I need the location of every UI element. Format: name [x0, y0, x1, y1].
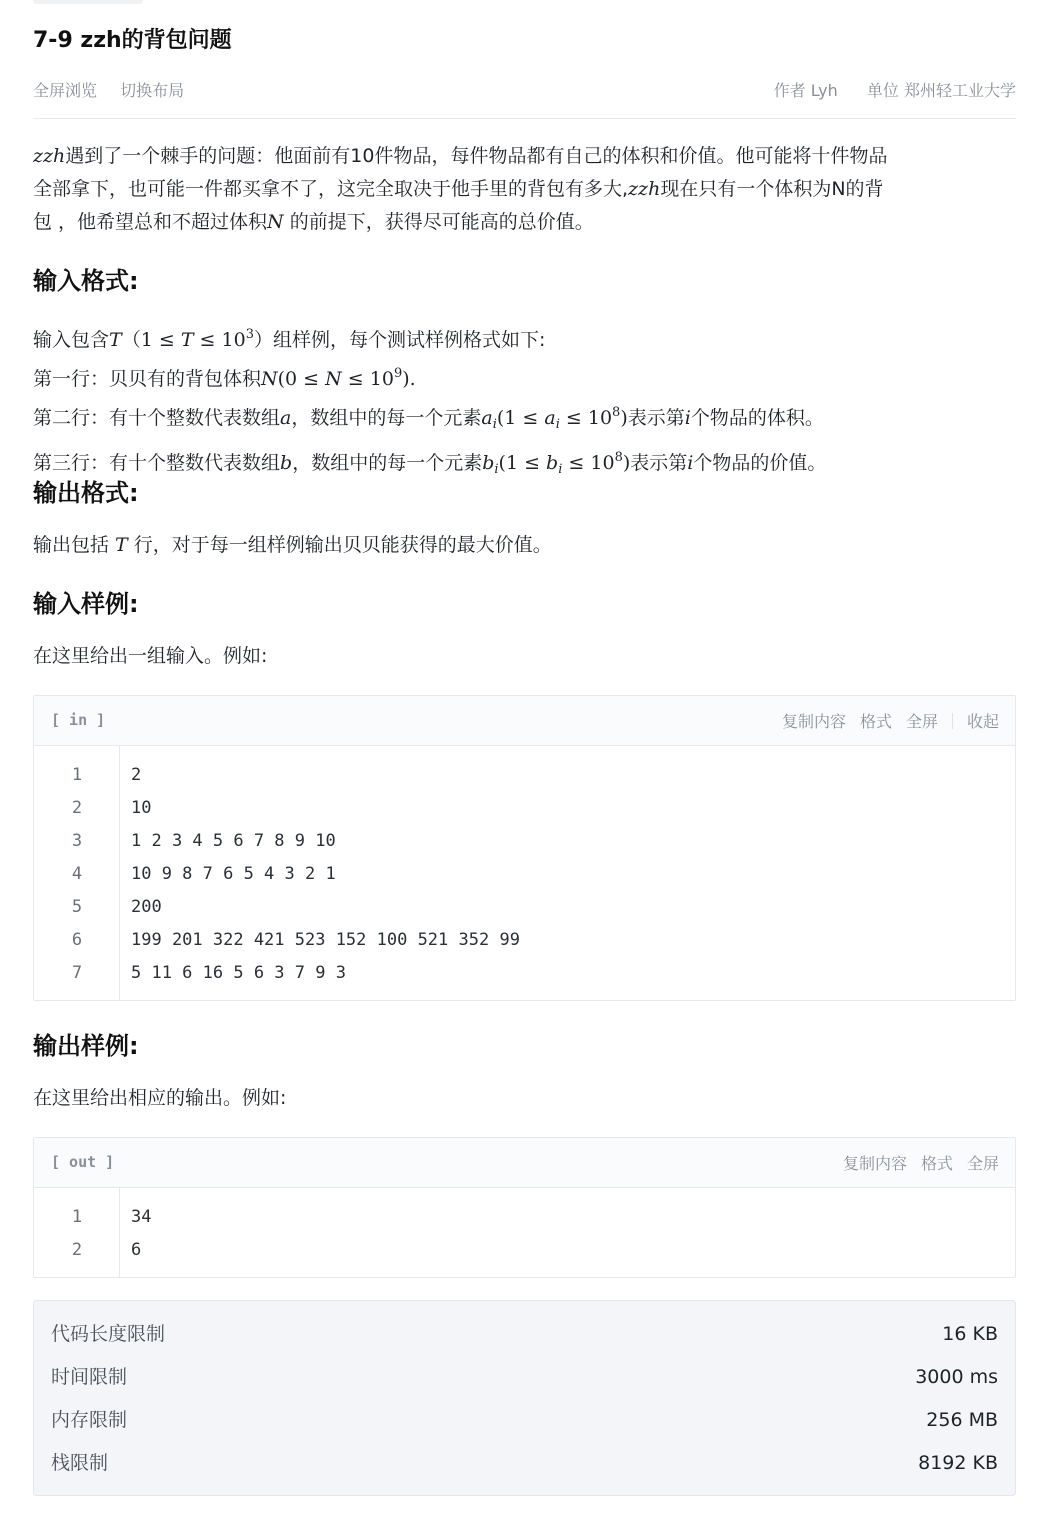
code-line	[34, 792, 1015, 825]
if4-var-i: i	[687, 452, 694, 474]
if4-expr: (1 ≤	[498, 452, 547, 474]
var-N: N	[267, 211, 284, 233]
of-text-b: 行，对于每一组样例输出贝贝能获得的最大价值。	[127, 534, 552, 556]
if2-text-a: 第一行：贝贝有的背包体积	[33, 368, 262, 390]
code-actions	[829, 1151, 999, 1174]
sample-input-code-header	[34, 696, 1015, 746]
format-button[interactable]: 格式	[859, 712, 892, 731]
switch-layout-link[interactable]: 切换布局	[120, 81, 185, 100]
if3-sub-i: i	[492, 417, 497, 432]
line-number: 7	[71, 963, 83, 983]
sample-output-code-block	[33, 1137, 1016, 1278]
code-line	[34, 759, 1015, 792]
if3-expr-sub: i	[555, 417, 560, 432]
limit-row-stack	[34, 1442, 1015, 1485]
line-text: 2	[131, 765, 142, 785]
if1-var-T: T	[109, 329, 122, 351]
limit-row-code-length	[34, 1313, 1015, 1356]
view-actions	[33, 78, 202, 104]
line-text: 199 201 322 421 523 152 100 521 352 99	[131, 930, 520, 950]
if3-text-a: 第二行：有十个整数代表数组	[33, 407, 281, 429]
line-text: 6	[131, 1240, 142, 1260]
problem-info	[750, 78, 1016, 104]
sample-output-code-body[interactable]	[34, 1188, 1015, 1277]
fullscreen-view-link[interactable]: 全屏浏览	[33, 81, 98, 100]
line-text: 34	[131, 1207, 152, 1227]
sample-output-intro-text: 在这里给出相应的输出。例如:	[33, 1087, 287, 1109]
if4-text-c: 表示第	[630, 452, 688, 474]
sample-output-heading: 输出样例:	[33, 1032, 139, 1060]
author-label: 作者	[773, 81, 806, 100]
code-tag-in: [ in ]	[51, 711, 106, 729]
input-format-line-2	[33, 357, 826, 396]
description-text-2b: 现在只有一个体积为N的背	[660, 178, 884, 200]
author-info	[774, 81, 843, 100]
code-line	[34, 858, 1015, 891]
sample-input-intro-text: 在这里给出一组输入。例如:	[33, 645, 268, 667]
output-format-heading: 输出格式:	[33, 479, 139, 507]
problem-meta-bar	[33, 78, 1016, 104]
code-line	[34, 1201, 1015, 1234]
problem-description	[33, 140, 887, 239]
if4-expr-b: b	[546, 452, 559, 474]
copy-content-button[interactable]: 复制内容	[842, 1154, 907, 1173]
unit-info	[867, 81, 1016, 100]
fullscreen-button[interactable]: 全屏	[966, 1154, 999, 1173]
if3-var-i: i	[684, 407, 691, 429]
line-number: 1	[71, 765, 83, 785]
copy-content-button[interactable]: 复制内容	[781, 712, 846, 731]
of-text-a: 输出包括	[33, 534, 116, 556]
collapse-button[interactable]: 收起	[966, 712, 999, 731]
if2-expr-2: ≤ 10	[341, 368, 394, 390]
if2-expr-N: N	[325, 368, 342, 390]
description-text-2a: 全部拿下，也可能一件都买拿不了，这完全取决于他手里的背包有多大,	[33, 178, 629, 200]
code-line	[34, 924, 1015, 957]
input-format-heading: 输入格式:	[33, 267, 139, 295]
if2-var-N: N	[261, 368, 278, 390]
sample-input-heading: 输入样例:	[33, 590, 139, 618]
output-format-line	[33, 529, 552, 562]
var-zzh: zzh	[33, 145, 66, 167]
if3-var-a: a	[280, 407, 292, 429]
actions-divider	[952, 713, 953, 729]
if4-expr-3: )	[622, 452, 631, 474]
if3-text-b: ，数组中的每一个元素	[291, 407, 482, 429]
format-button[interactable]: 格式	[920, 1154, 953, 1173]
line-number: 2	[71, 798, 83, 818]
if3-exp: 8	[612, 405, 621, 420]
description-line-1	[33, 140, 887, 173]
line-text: 10	[131, 798, 152, 818]
limit-value: 256 MB	[926, 1409, 998, 1431]
input-format-line-3	[33, 396, 826, 441]
var-zzh-2: zzh	[628, 178, 661, 200]
code-tag-out: [ out ]	[51, 1153, 115, 1171]
limit-label: 栈限制	[51, 1452, 109, 1474]
code-line	[34, 891, 1015, 924]
input-format-line-4	[33, 441, 826, 486]
line-number: 4	[71, 864, 83, 884]
if3-expr: (1 ≤	[496, 407, 545, 429]
description-text-1: 遇到了一个棘手的问题：他面前有10件物品，每件物品都有自己的体积和价值。他可能将十件物品	[65, 145, 888, 167]
author-name: Lyh	[810, 81, 838, 100]
if4-exp: 8	[614, 450, 623, 465]
sample-output-code-header	[34, 1138, 1015, 1188]
sample-input-intro	[33, 640, 267, 673]
top-edge-tab	[33, 0, 143, 4]
if1-expr: 1 ≤	[140, 329, 181, 351]
limit-label: 代码长度限制	[51, 1323, 166, 1345]
limit-row-time	[34, 1356, 1015, 1399]
sample-input-code-body[interactable]	[34, 746, 1015, 1000]
problem-title: 7-9 zzh的背包问题	[33, 28, 232, 53]
line-text: 1 2 3 4 5 6 7 8 9 10	[131, 831, 336, 851]
description-text-3b: 的前提下，获得尽可能高的总价值。	[283, 211, 594, 233]
if1-expr-T: T	[180, 329, 194, 351]
if4-text-a: 第三行：有十个整数代表数组	[33, 452, 281, 474]
line-text: 10 9 8 7 6 5 4 3 2 1	[131, 864, 336, 884]
sample-output-intro	[33, 1082, 286, 1115]
fullscreen-button[interactable]: 全屏	[905, 712, 938, 731]
description-line-3	[33, 206, 887, 239]
line-number: 1	[71, 1207, 83, 1227]
limit-row-memory	[34, 1399, 1015, 1442]
of-var-T: T	[115, 534, 128, 556]
if4-var-b: b	[280, 452, 293, 474]
limits-panel	[33, 1300, 1016, 1496]
limit-label: 内存限制	[51, 1409, 128, 1431]
unit-name: 郑州轻工业大学	[903, 81, 1016, 100]
line-number: 2	[71, 1240, 83, 1260]
if3-expr-3: )	[620, 407, 628, 429]
if2-expr: (0 ≤	[277, 368, 326, 390]
if2-exp: 9	[393, 366, 403, 381]
line-number: 6	[71, 930, 83, 950]
description-text-3a: 包 ，他希望总和不超过体积	[33, 211, 268, 233]
description-line-2	[33, 173, 887, 206]
if3-text-c: 表示第	[627, 407, 685, 429]
if3-text-d: 个物品的体积。	[690, 407, 824, 429]
if1-expr-2: ≤ 10	[193, 329, 246, 351]
limit-value: 3000 ms	[915, 1366, 998, 1388]
if1-exp: 3	[245, 327, 254, 342]
sample-input-code-block	[33, 695, 1016, 1001]
input-format-line-1	[33, 318, 826, 357]
if4-expr-2: ≤ 10	[562, 452, 615, 474]
limit-label: 时间限制	[51, 1366, 128, 1388]
if3-expr-2: ≤ 10	[559, 407, 613, 429]
code-line	[34, 957, 1015, 990]
if4-text-b: ，数组中的每一个元素	[292, 452, 483, 474]
if4-sub-i: i	[494, 462, 499, 477]
code-actions	[768, 709, 999, 732]
if1-text-b: 组样例，每个测试样例格式如下:	[272, 329, 546, 351]
if3-expr-a: a	[544, 407, 556, 429]
limit-value: 8192 KB	[918, 1452, 998, 1474]
input-format-body	[33, 318, 826, 486]
limit-value: 16 KB	[942, 1323, 998, 1345]
header-divider	[33, 118, 1016, 119]
line-text: 200	[131, 897, 162, 917]
if4-expr-sub: i	[558, 462, 563, 477]
if1-paren-close: ）	[253, 329, 273, 351]
if3-var-ai: a	[481, 407, 493, 429]
if4-var-bi: b	[482, 452, 495, 474]
if1-text-a: 输入包含	[33, 329, 110, 351]
if2-expr-3: ).	[402, 368, 416, 390]
code-line	[34, 825, 1015, 858]
if4-text-d: 个物品的价值。	[693, 452, 827, 474]
line-text: 5 11 6 16 5 6 3 7 9 3	[131, 963, 346, 983]
code-line	[34, 1234, 1015, 1267]
line-number: 5	[71, 897, 83, 917]
if1-paren-open: （	[121, 329, 141, 351]
unit-label: 单位	[866, 81, 899, 100]
output-format-body	[33, 529, 552, 562]
line-number: 3	[71, 831, 83, 851]
